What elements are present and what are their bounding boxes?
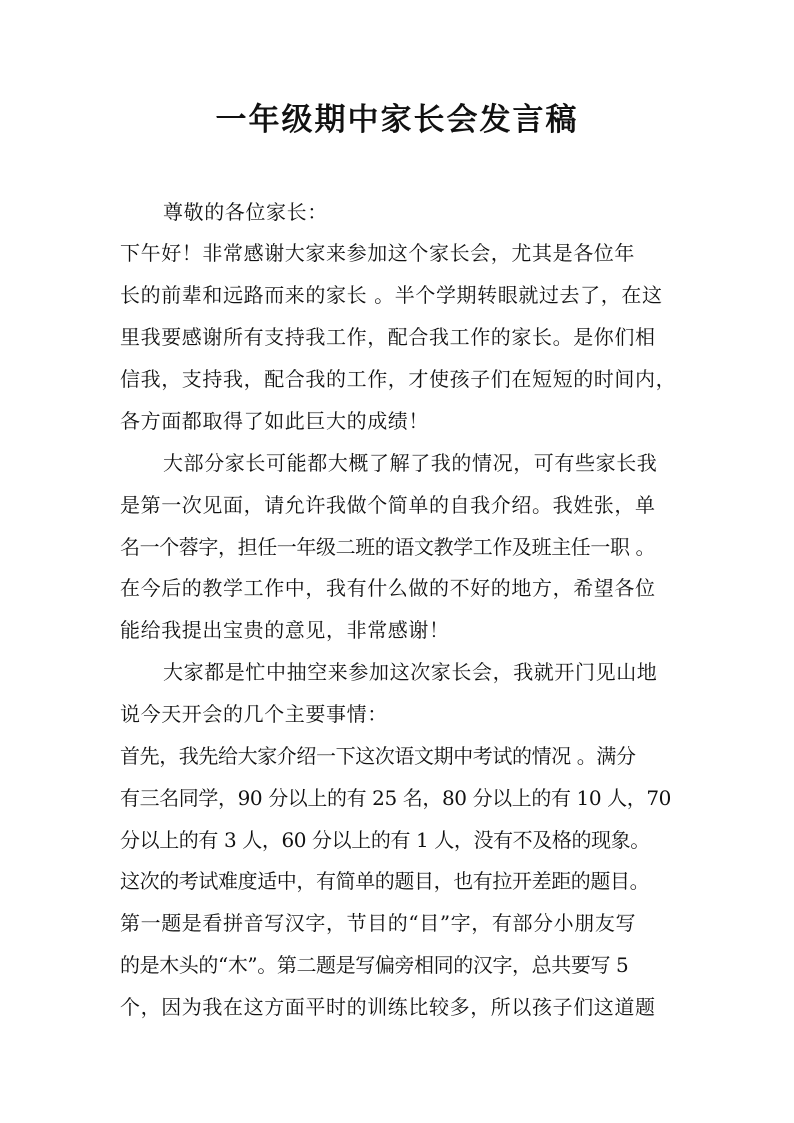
- text-line: 尊敬的各位家长：: [163, 200, 328, 224]
- text-line: 信我，支持我，配合我的工作，才使孩子们在短短的时间内，: [120, 367, 677, 391]
- text-line: 各方面都取得了如此巨大的成绩！: [120, 409, 429, 433]
- document-title: 一年级期中家长会发言稿: [215, 102, 579, 138]
- text-line: 分以上的有 3 人，60 分以上的有 1 人，没有不及格的现象。: [120, 828, 650, 852]
- text-line: 第一题是看拼音写汉字，节目的“目”字，有部分小朋友写: [120, 911, 637, 935]
- text-line: 个，因为我在这方面平时的训练比较多，所以孩子们这道题: [120, 995, 656, 1019]
- text-line: 大部分家长可能都大概了解了我的情况，可有些家长我: [163, 451, 658, 475]
- text-line: 下午好！非常感谢大家来参加这个家长会，尤其是各位年: [120, 241, 635, 265]
- text-line: 的是木头的“木”。第二题是写偏旁相同的汉字，总共要写 5: [120, 953, 629, 977]
- text-line: 在今后的教学工作中，我有什么做的不好的地方，希望各位: [120, 576, 656, 600]
- text-line: 这次的考试难度适中，有简单的题目，也有拉开差距的题目。: [120, 869, 650, 893]
- text-line: 首先，我先给大家介绍一下这次语文期中考试的情况 。满分: [120, 744, 636, 768]
- text-line: 里我要感谢所有支持我工作，配合我工作的家长。是你们相: [120, 325, 656, 349]
- text-line: 能给我提出宝贵的意见，非常感谢！: [120, 618, 450, 642]
- text-line: 说今天开会的几个主要事情：: [120, 702, 388, 726]
- text-line: 名一个蓉字，担任一年级二班的语文教学工作及班主任一职 。: [120, 535, 656, 559]
- text-line: 是第一次见面，请允许我做个简单的自我介绍。我姓张，单: [120, 493, 656, 517]
- text-line: 有三名同学，90 分以上的有 25 名，80 分以上的有 10 人，70: [120, 786, 671, 810]
- text-line: 大家都是忙中抽空来参加这次家长会，我就开门见山地: [163, 660, 658, 684]
- text-line: 长的前辈和远路而来的家长 。半个学期转眼就过去了，在这: [120, 283, 663, 307]
